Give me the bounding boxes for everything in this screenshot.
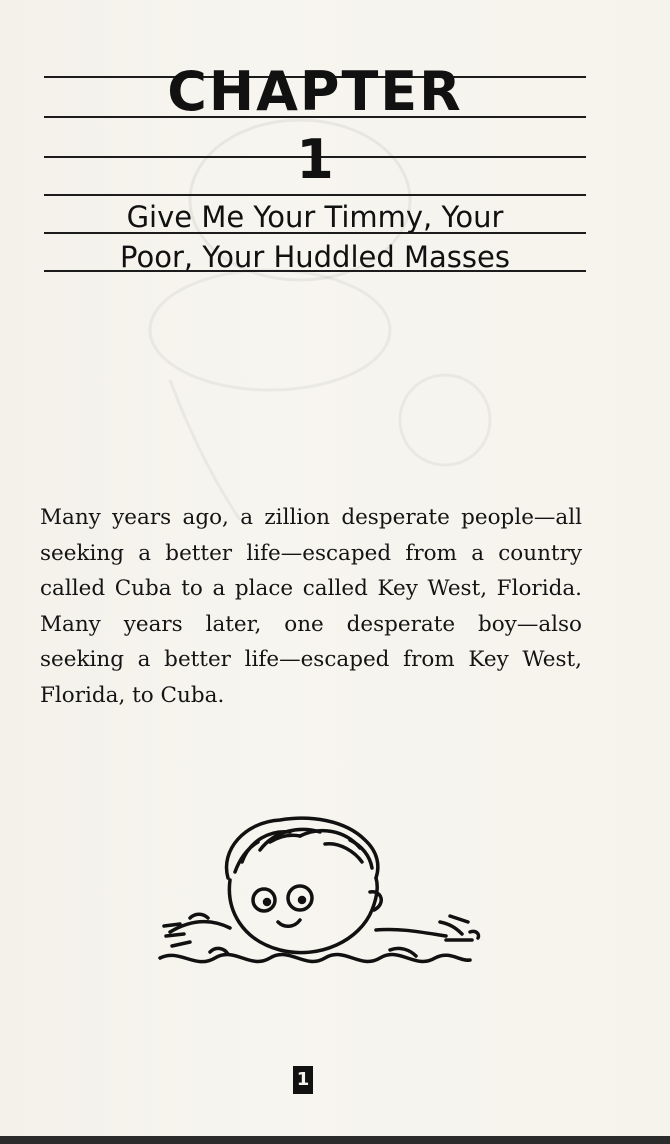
chapter-header [44, 62, 586, 282]
body-paragraph: Many years ago, a zillion desperate people—all seeking a better life—escaped from a country called Cuba to a place called Key West, Florida. Many years later, one desperate boy—also seeking a better life—escaped from Key West, Florida, to Cuba. [40, 505, 582, 708]
swimming-boy-drawing-icon [150, 800, 500, 980]
chapter-title-line-1: Give Me Your Timmy, Your [126, 200, 504, 234]
chapter-number: 1 [296, 128, 334, 191]
chapter-label: CHAPTER [167, 60, 463, 123]
header-rule [44, 194, 586, 196]
page-bottom-edge [0, 1136, 670, 1144]
page-number: 1 [293, 1066, 313, 1094]
chapter-title-line-2: Poor, Your Huddled Masses [120, 240, 510, 274]
